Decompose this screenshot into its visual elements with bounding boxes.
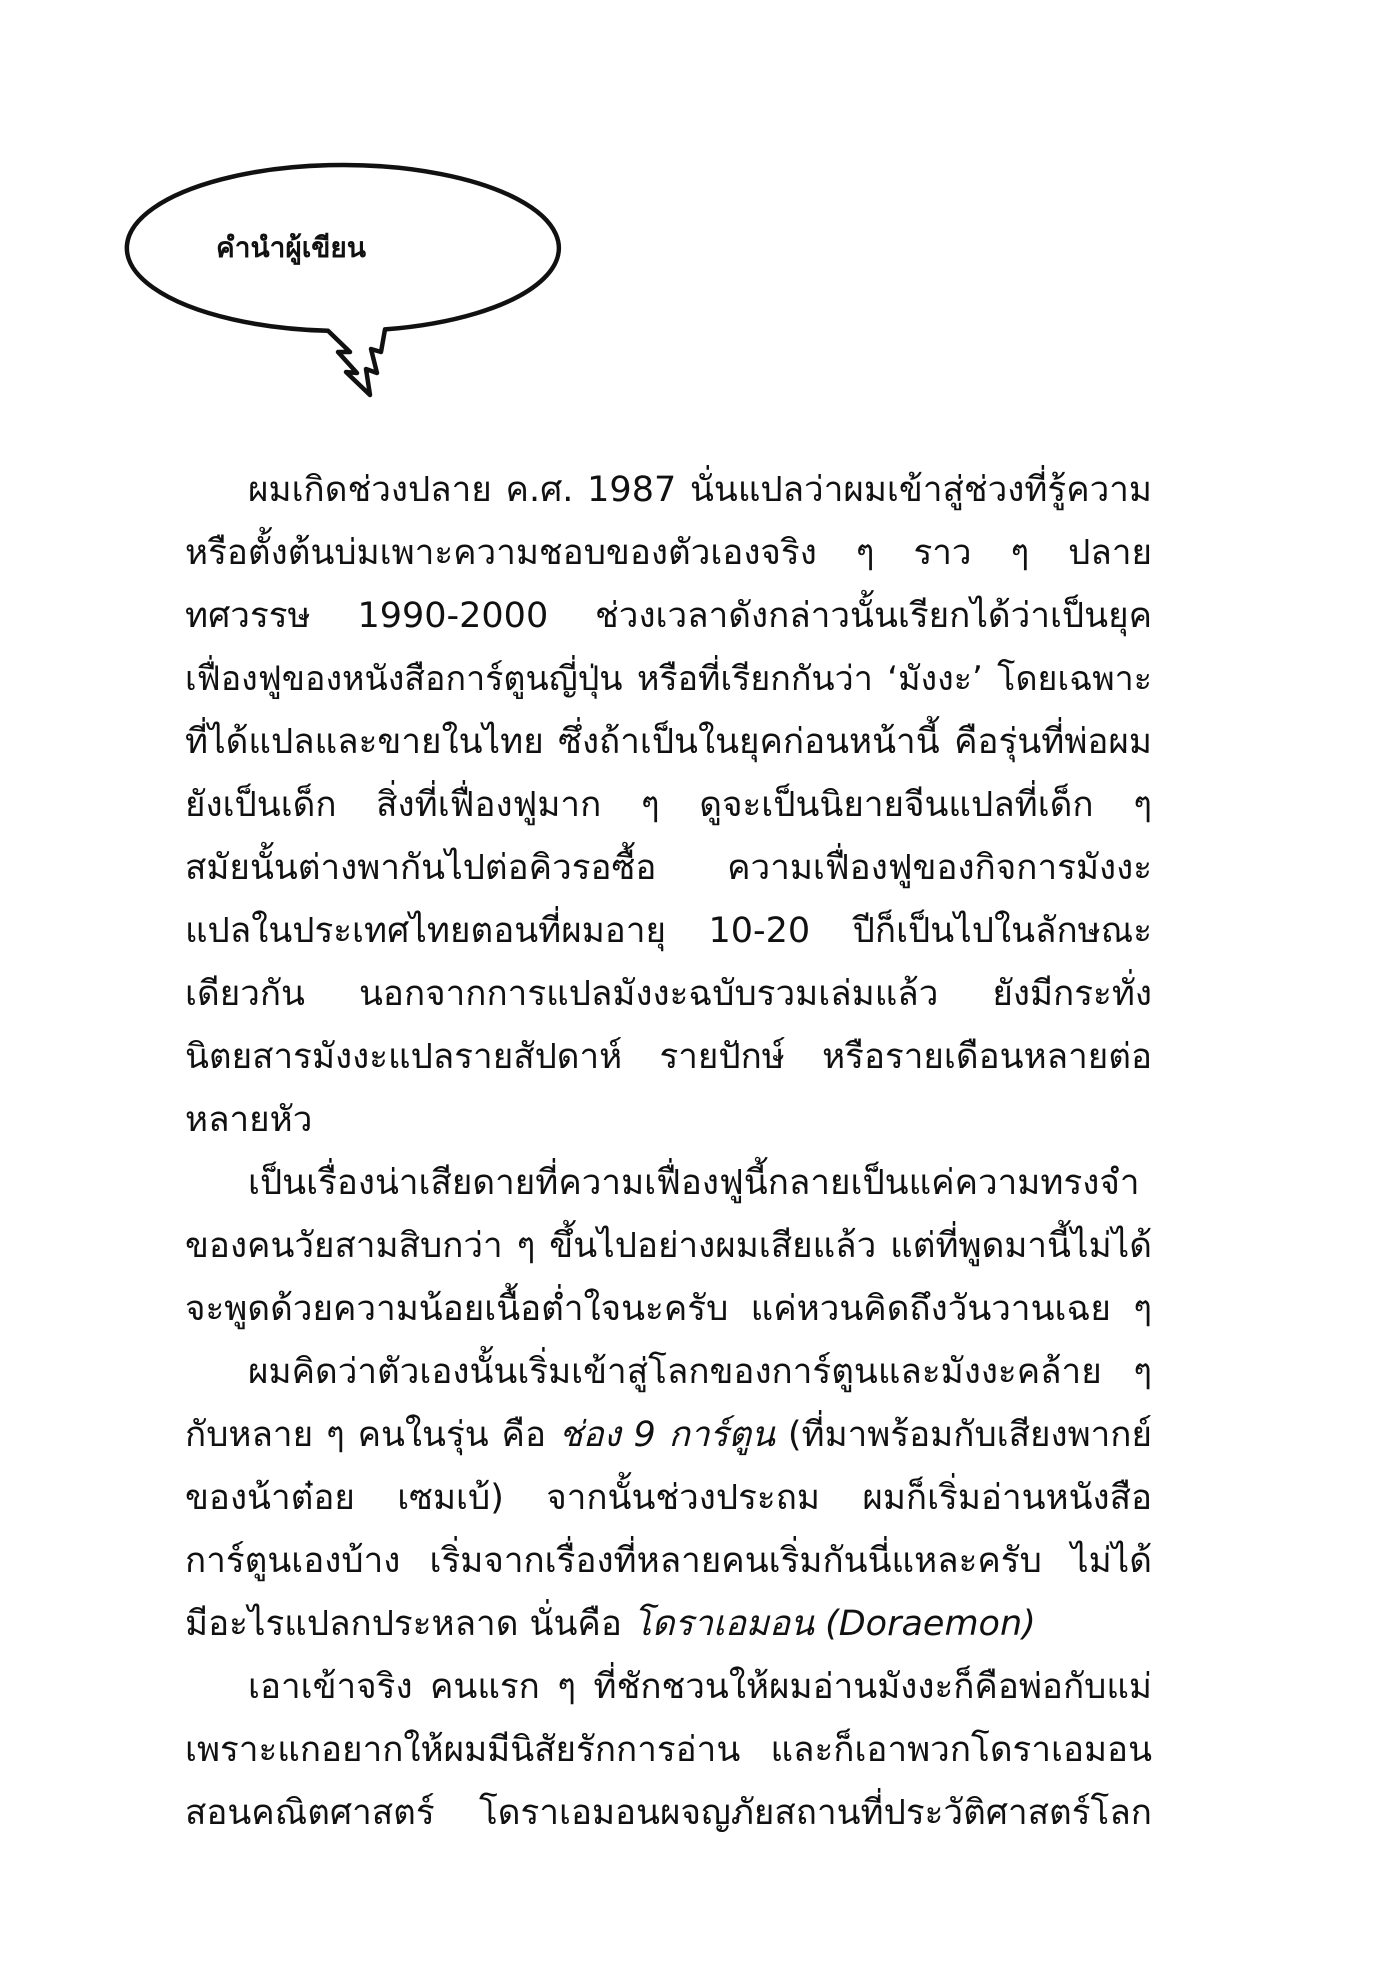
text-segment: กับหลาย ๆ คนในรุ่น คือ [185,1415,559,1455]
text-line: เอาเข้าจริง คนแรก ๆ ที่ชักชวนให้ผมอ่านมังงะก็คือพ่อกับแม่ [248,1667,1152,1707]
text-line: เป็นเรื่องน่าเสียดายที่ความเฟื่องฟูนี้กลายเป็นแค่ความทรงจำ [248,1163,1140,1203]
text-line: นิตยสารมังงะแปลรายสัปดาห์ รายปักษ์ หรือรายเดือนหลายต่อ [185,1037,1152,1077]
body-text [185,459,1152,1845]
text-line: สอนคณิตศาสตร์ โดราเอมอนผจญภัยสถานที่ประวัติศาสตร์โลก [185,1793,1152,1833]
text-line: สมัยนั้นต่างพากันไปต่อคิวรอซื้อ ความเฟื่องฟูของกิจการมังงะ [185,848,1152,888]
text-line: หรือตั้งต้นบ่มเพาะความชอบของตัวเองจริง ๆ ราว ๆ ปลาย [185,533,1152,573]
text-line: ที่ได้แปลและขายในไทย ซึ่งถ้าเป็นในยุคก่อนหน้านี้ คือรุ่นที่พ่อผม [185,722,1152,762]
paragraph [185,1656,1152,1845]
text-line: เฟื่องฟูของหนังสือการ์ตูนญี่ปุ่น หรือที่เรียกกันว่า ‘มังงะ’ โดยเฉพาะ [185,659,1152,699]
text-segment: มีอะไรแปลกประหลาด นั่นคือ [185,1604,633,1644]
text-line: หลายหัว [185,1100,313,1140]
italic-title-doraemon: โดราเอมอน (Doraemon) [632,1604,1036,1644]
text-line: ผมเกิดช่วงปลาย ค.ศ. 1987 นั่นแปลว่าผมเข้าสู่ช่วงที่รู้ความ [248,470,1152,510]
paragraph [185,1152,1152,1341]
text-line [185,1593,1152,1656]
text-line: การ์ตูนเองบ้าง เริ่มจากเรื่องที่หลายคนเริ่มกันนี่แหละครับ ไม่ได้ [185,1541,1152,1581]
text-line: ยังเป็นเด็ก สิ่งที่เฟื่องฟูมาก ๆ ดูจะเป็นนิยายจีนแปลที่เด็ก ๆ [185,785,1152,825]
text-line: เพราะแกอยากให้ผมมีนิสัยรักการอ่าน และก็เอาพวกโดราเอมอน [185,1730,1152,1770]
text-line: เดียวกัน นอกจากการแปลมังงะฉบับรวมเล่มแล้ว ยังมีกระทั่ง [185,974,1152,1014]
text-line: แปลในประเทศไทยตอนที่ผมอายุ 10-20 ปีก็เป็นไปในลักษณะ [185,911,1152,951]
speech-bubble [0,0,1400,420]
text-line: ของน้าต๋อย เซมเบ้) จากนั้นช่วงประถม ผมก็เริ่มอ่านหนังสือ [185,1478,1152,1518]
text-line [185,1404,1152,1467]
speech-bubble-outline [127,165,559,395]
italic-title-channel9: ช่อง 9 การ์ตูน [558,1415,775,1455]
paragraph [185,1341,1152,1656]
text-segment: (ที่มาพร้อมกับเสียงพากย์ [774,1415,1152,1455]
text-line: จะพูดด้วยความน้อยเนื้อต่ำใจนะครับ แค่หวนคิดถึงวันวานเฉย ๆ [185,1289,1152,1329]
text-line: ผมคิดว่าตัวเองนั้นเริ่มเข้าสู่โลกของการ์ตูนและมังงะคล้าย ๆ [248,1352,1152,1392]
paragraph [185,459,1152,1152]
preface-title: คำนำผู้เขียน [216,231,366,264]
text-line: ของคนวัยสามสิบกว่า ๆ ขึ้นไปอย่างผมเสียแล้ว แต่ที่พูดมานี้ไม่ได้ [185,1226,1152,1266]
text-line: ทศวรรษ 1990-2000 ช่วงเวลาดังกล่าวนั้นเรียกได้ว่าเป็นยุค [185,596,1152,636]
